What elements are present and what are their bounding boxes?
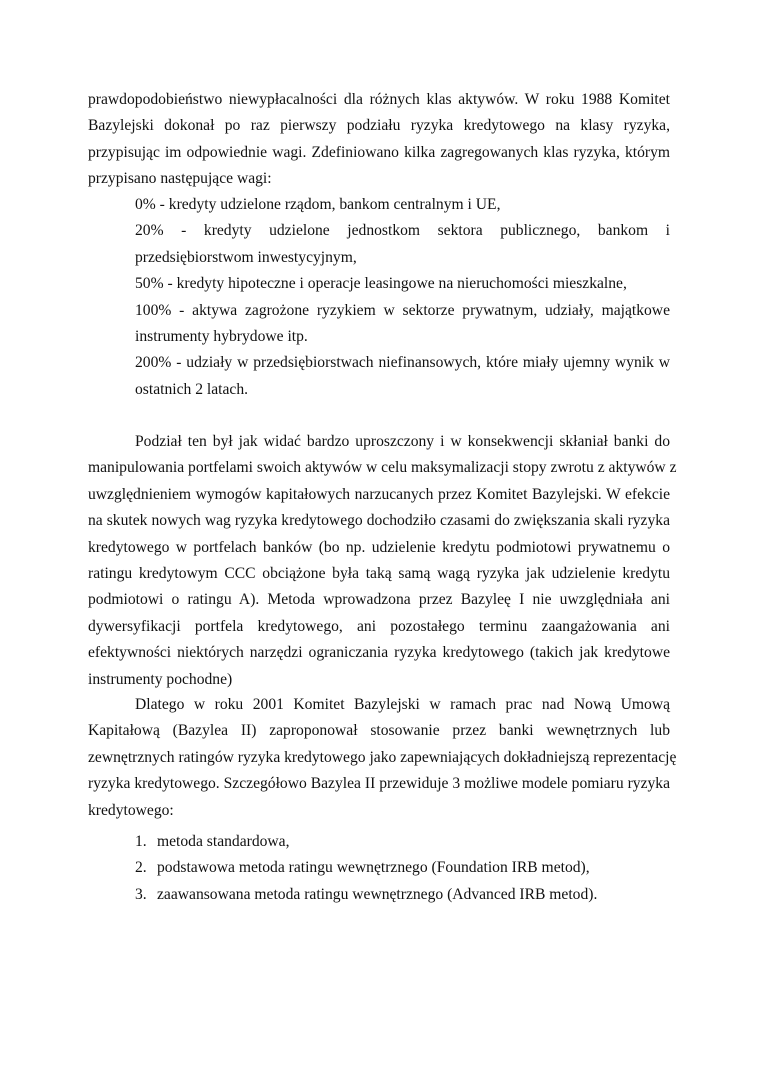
text-line: podmiotowi o ratingu A). Metoda wprowadzona przez Bazyleę I nie uwzględniała ani xyxy=(88,591,670,609)
list-number: 2. xyxy=(135,859,147,877)
method-item xyxy=(88,829,670,855)
text-line: manipulowania portfelami swoich aktywów w celu maksymalizacji stopy zwrotu z aktywów z xyxy=(88,459,677,477)
text-line: dywersyfikacji portfela kredytowego, ani pozostałego terminu zaangażowania ani xyxy=(88,617,670,635)
weight-item-0: 0% - kredyty udzielone rządom, bankom centralnym i UE, xyxy=(135,196,501,213)
list-number: 3. xyxy=(135,885,147,903)
method-text: metoda standardowa, xyxy=(157,833,290,850)
text-line: na skutek nowych wag ryzyka kredytowego dochodziło czasami do zwiększania skali ryzyka xyxy=(88,512,670,530)
text-line: przypisując im odpowiednie wagi. Zdefiniowano kilka zagregowanych klas ryzyka, którym xyxy=(88,143,670,161)
text-line: uwzględnieniem wymogów kapitałowych narzucanych przez Komitet Bazylejski. W efekcie xyxy=(88,485,670,503)
methods-list xyxy=(88,829,670,908)
text-line: Kapitałową (Bazylea II) zaproponował stosowanie przez banki wewnętrznych lub xyxy=(88,722,670,740)
weight-item-50: 50% - kredyty hipoteczne i operacje leasingowe na nieruchomości mieszkalne, xyxy=(135,275,627,293)
intro-paragraph xyxy=(88,87,670,193)
list-number: 1. xyxy=(135,833,147,850)
text-line: kredytowego: xyxy=(88,801,174,819)
text-line: Podział ten był jak widać bardzo uproszczony i w konsekwencji skłaniał banki do xyxy=(135,433,670,450)
text-line: prawdopodobieństwo niewypłacalności dla różnych klas aktywów. W roku 1988 Komitet xyxy=(88,91,670,108)
paragraph-basel-ii xyxy=(88,692,677,824)
text-line: kredytowego w portfelach banków (bo np. udzielenie kredytu podmiotowi prywatnemu o xyxy=(88,538,670,556)
method-item xyxy=(88,855,670,881)
weight-item-200: 200% - udziały w przedsiębiorstwach niefinansowych, które miały ujemny wynik w xyxy=(135,354,670,372)
method-text: zaawansowana metoda ratingu wewnętrznego (Advanced IRB metod). xyxy=(157,885,598,903)
text-line: instrumenty pochodne) xyxy=(88,670,233,688)
weight-item-100-cont: instrumenty hybrydowe itp. xyxy=(135,327,308,345)
weight-item-20-cont: przedsiębiorstwom inwestycyjnym, xyxy=(135,248,357,266)
risk-weights-list xyxy=(88,192,670,403)
text-line: efektywności niektórych narzędzi ograniczania ryzyka kredytowego (takich jak kredytowe xyxy=(88,644,670,662)
weight-item-200-cont: ostatnich 2 latach. xyxy=(135,380,249,398)
weight-item-20: 20% - kredyty udzielone jednostkom sektora publicznego, bankom i xyxy=(135,222,670,240)
text-line: przypisano następujące wagi: xyxy=(88,170,272,188)
weight-item-100: 100% - aktywa zagrożone ryzykiem w sektorze prywatnym, udziały, majątkowe xyxy=(135,301,670,319)
text-line: ratingu kredytowym CCC obciążone była taką samą wagą ryzyka jak udzielenie kredytu xyxy=(88,564,670,582)
text-line: Bazylejski dokonał po raz pierwszy podziału ryzyka kredytowego na klasy ryzyka, xyxy=(88,117,670,135)
method-text: podstawowa metoda ratingu wewnętrznego (Foundation IRB metod), xyxy=(157,859,590,877)
method-item xyxy=(88,882,670,908)
text-line: Dlatego w roku 2001 Komitet Bazylejski w ramach prac nad Nową Umową xyxy=(135,696,670,713)
paragraph-basel-i-critique xyxy=(88,429,677,693)
text-line: ryzyka kredytowego. Szczegółowo Bazylea II przewiduje 3 możliwe modele pomiaru ryzyka xyxy=(88,775,670,793)
text-line: zewnętrznych ratingów ryzyka kredytowego jako zapewniających dokładniejszą reprezentację xyxy=(88,748,677,766)
